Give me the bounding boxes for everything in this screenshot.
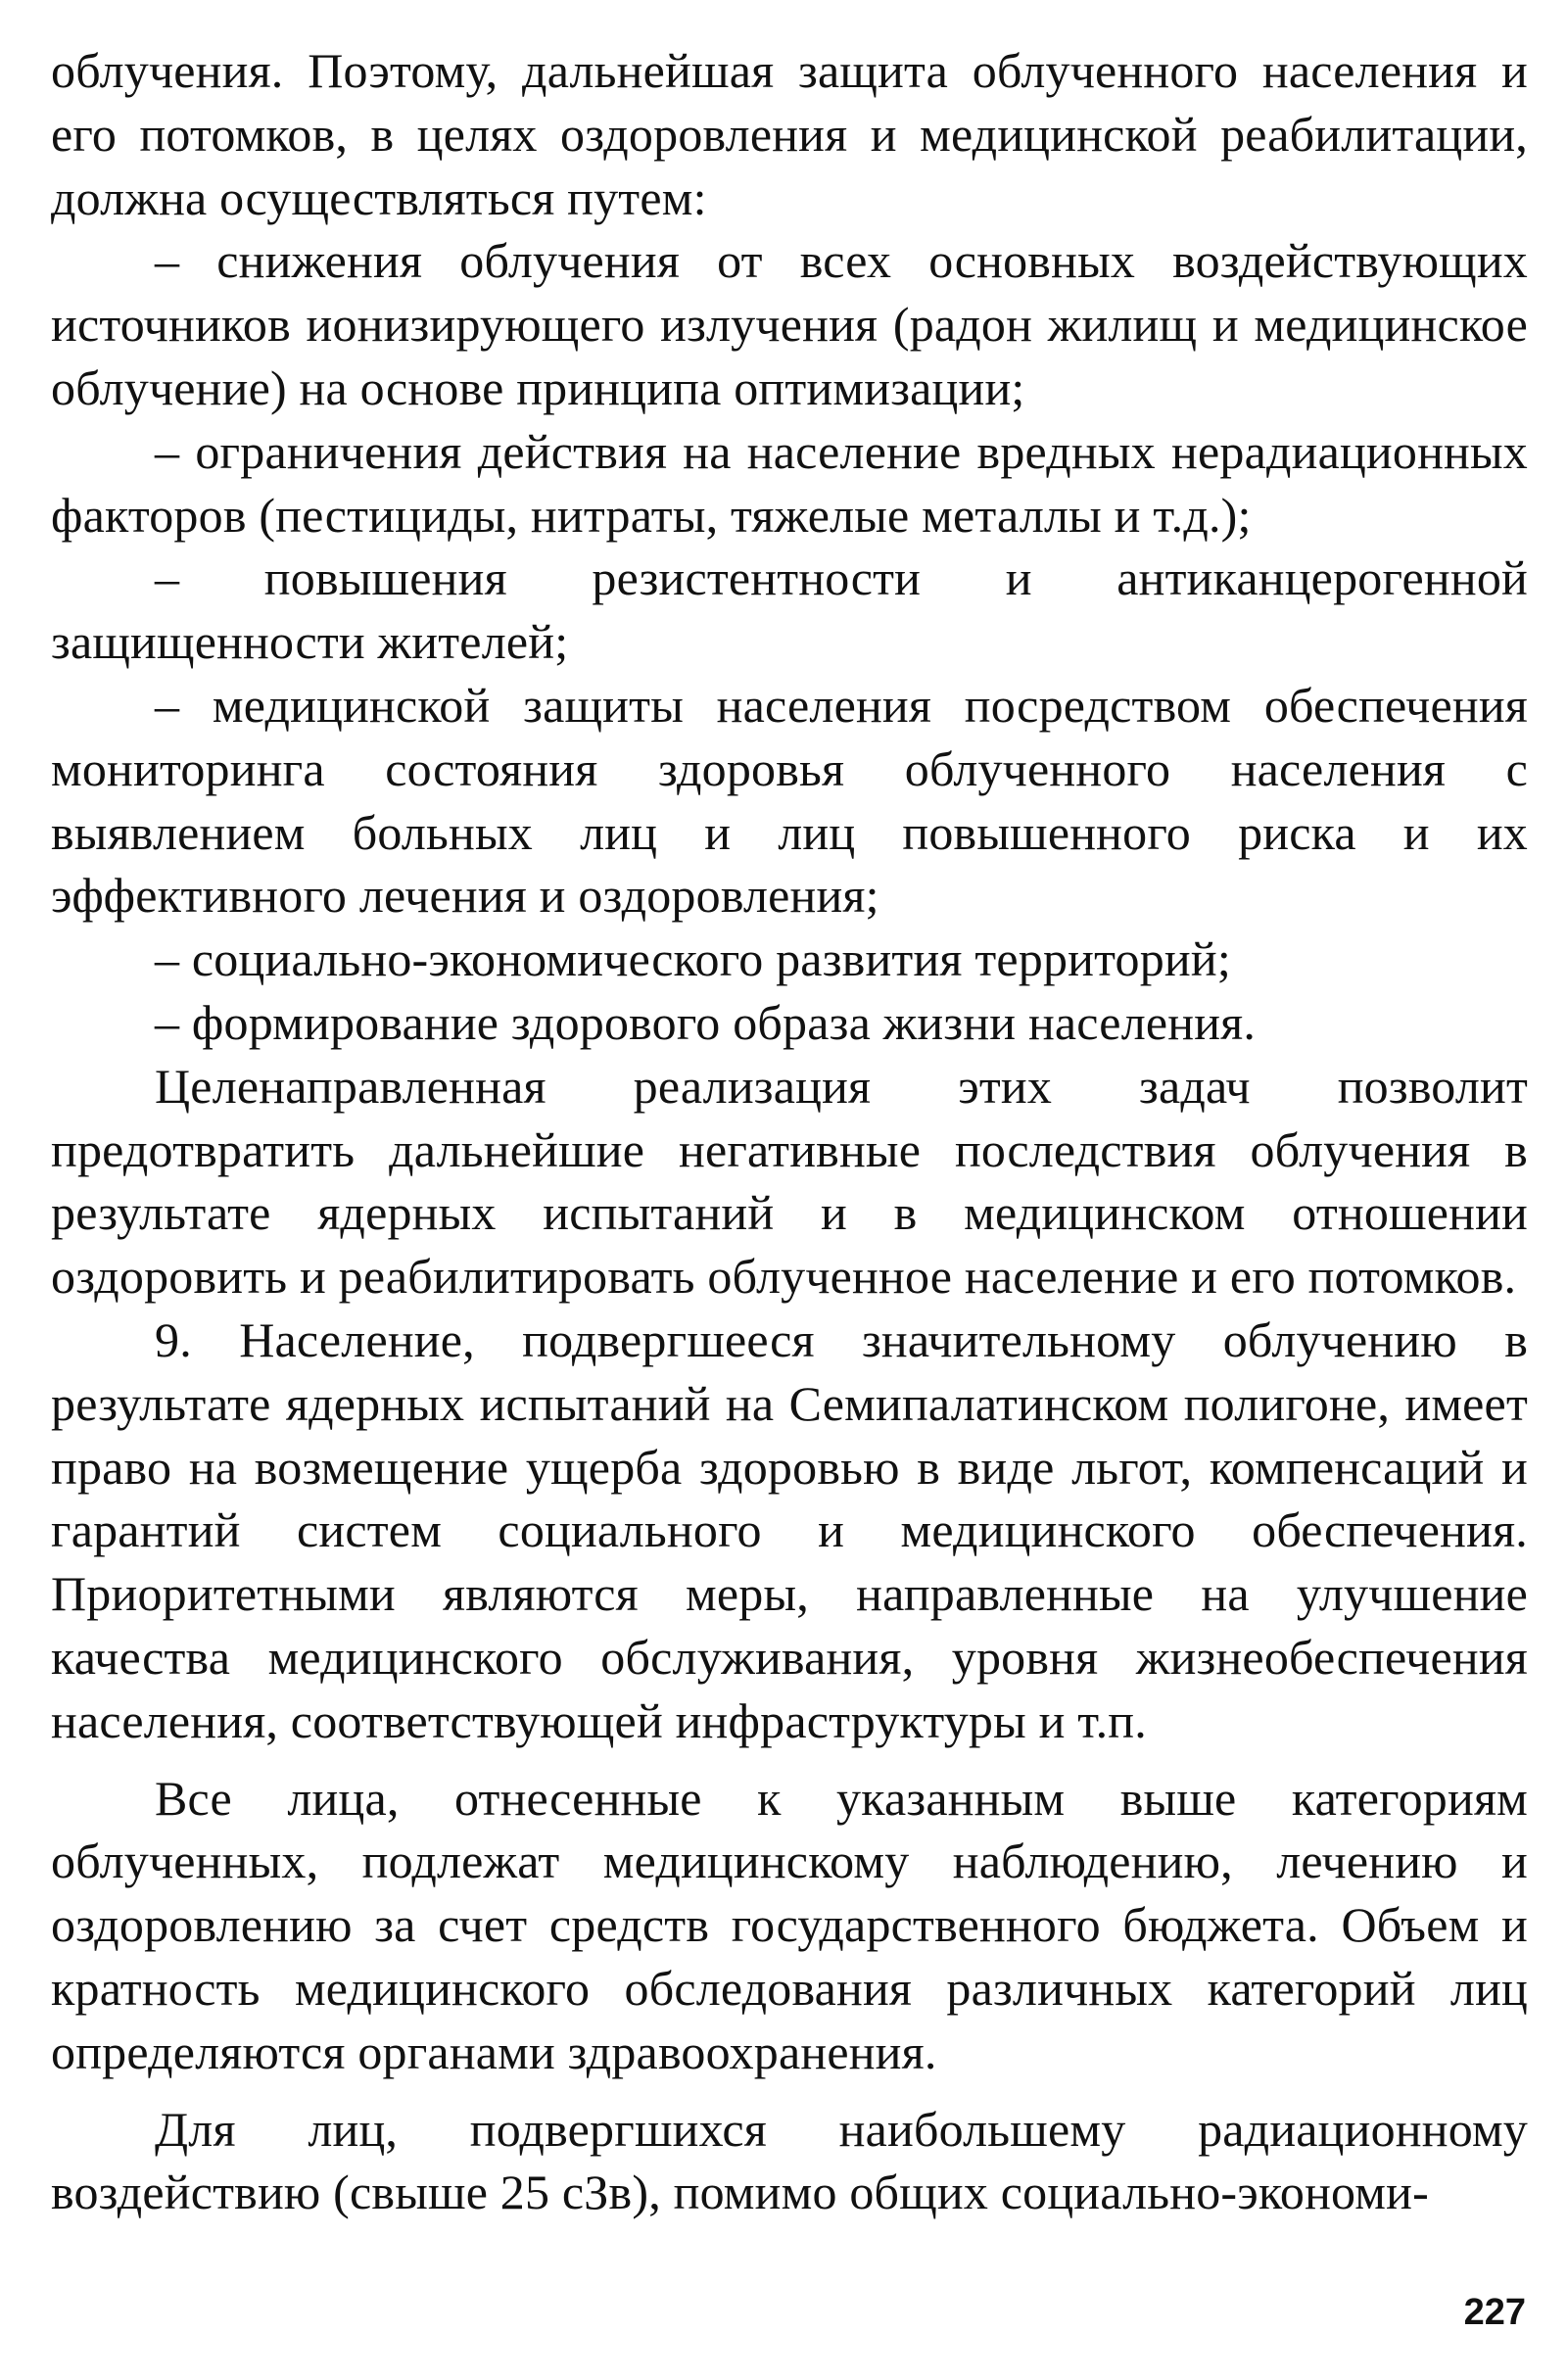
page-text [51,39,1528,2224]
list-item-socioeconomic: – социально-экономического развития территорий; [155,931,1231,987]
list-item-resistance: – повышения резистентности и антиканцерогенной защищенности жителей; [51,550,1528,670]
paragraph-section-9: 9. Население, подвергшееся значительному облучению в результате ядерных испытаний на Семипалатинском полигоне, имеет право на возмещение ущерба здоровью в виде льгот, компенсаций и гарантий систем социального и медицинского обеспечения. Приоритетными являются меры, направленные на улучшение качества медицинского обслуживания, уровня жизнеобеспечения населения, соответствующей инфраструктуры и т.п. [51,1311,1528,1748]
paragraph-intro: облучения. Поэтому, дальнейшая защита облученного населения и его потомков, в целях оздоровления и медицинской реабилитации, должна осуществляться путем: [51,43,1528,225]
paragraph-goal: Целенаправленная реализация этих задач позволит предотвратить дальнейшие негативные последствия облучения в результате ядерных испытаний и в медицинском отношении оздоровить и реабилитировать облученное население и его потомков. [51,1058,1528,1305]
list-item-reduce-exposure: – снижения облучения от всех основных воздействующих источников ионизирующего излучения (радон жилищ и медицинское облучение) на основе принципа оптимизации; [51,233,1528,415]
list-item-limit-factors: – ограничения действия на население вредных нерадиационных факторов (пестициды, нитраты, тяжелые металлы и т.д.); [51,423,1528,543]
list-item-medical-protection: – медицинской защиты населения посредством обеспечения мониторинга состояния здоровья облученного населения с выявлением больных лиц и лиц повышенного риска и их эффективного лечения и оздоровления; [51,677,1528,924]
paragraph-all-persons: Все лица, отнесенные к указанным выше категориям облученных, подлежат медицинскому наблюдению, лечению и оздоровлению за счет средств государственного бюджета. Объем и кратность медицинского обследования различных категорий лиц определяются органами здравоохранения. [51,1770,1528,2079]
paragraph-high-dose: Для лиц, подвергшихся наибольшему радиационному воздействию (свыше 25 сЗв), помимо общих социально-экономи- [51,2101,1528,2220]
page-number: 227 [1463,2292,1526,2333]
list-item-healthy-lifestyle: – формирование здорового образа жизни населения. [155,994,1257,1050]
